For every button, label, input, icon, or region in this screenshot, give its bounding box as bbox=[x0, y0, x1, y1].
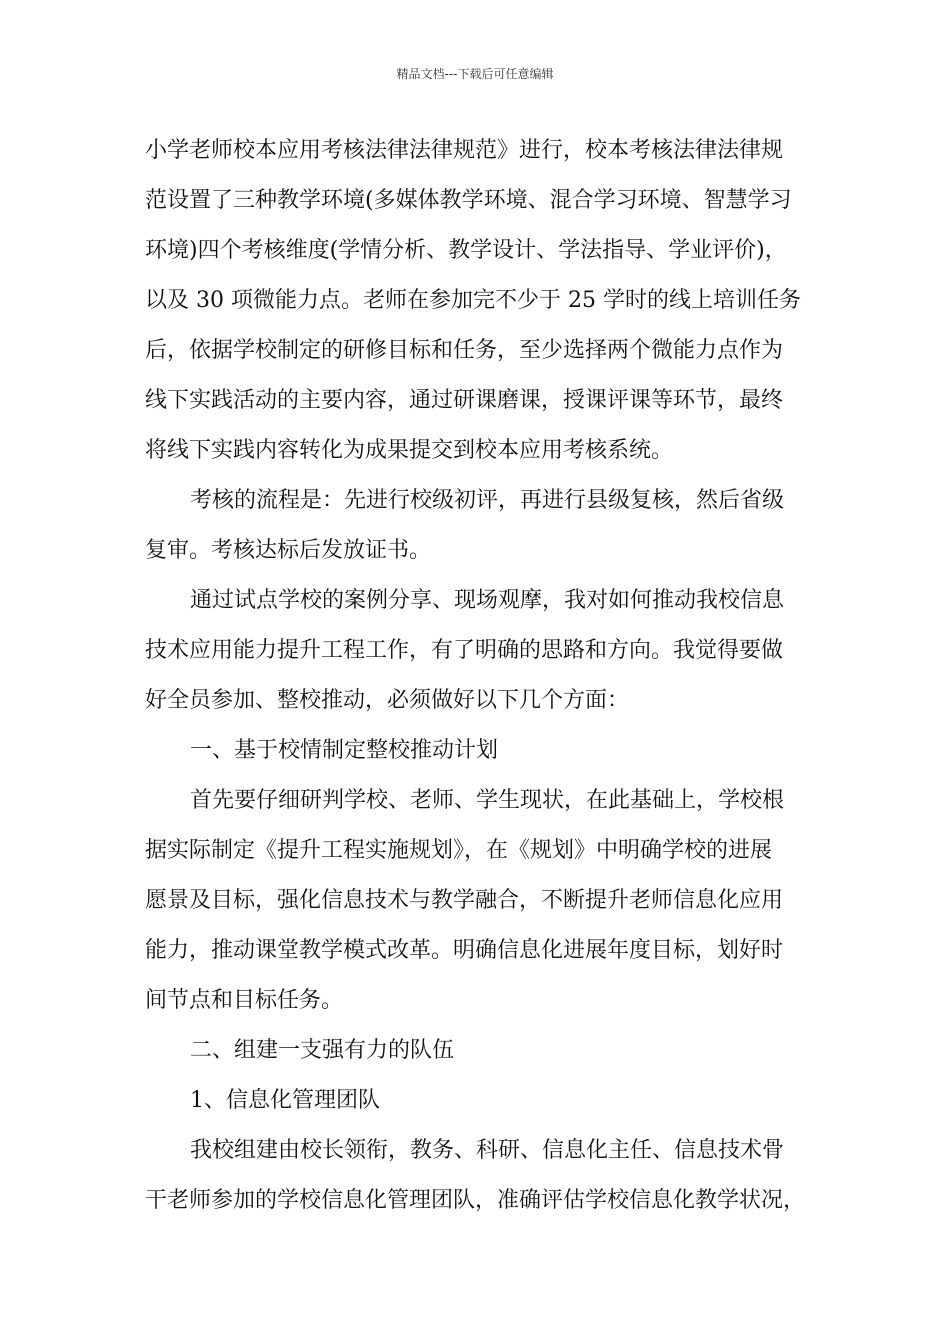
section-heading: 二、组建一支强有力的队伍 bbox=[190, 1038, 455, 1063]
section-heading: 一、基于校情制定整校推动计划 bbox=[190, 738, 499, 763]
page-header: 精品文档---下载后可任意编辑 bbox=[396, 67, 554, 81]
text-line: 环境)四个考核维度(学情分析、教学设计、学法指导、学业评价)， bbox=[145, 238, 787, 263]
paragraph-first-line: 我校组建由校长领衔，教务、科研、信息化主任、信息技术骨 bbox=[190, 1138, 785, 1163]
text-line: 技术应用能力提升工程工作，有了明确的思路和方向。我觉得要做 bbox=[145, 638, 784, 663]
paragraph-first-line: 首先要仔细研判学校、老师、学生现状，在此基础上，学校根 bbox=[190, 788, 785, 813]
text-line: 好全员参加、整校推动，必须做好以下几个方面： bbox=[145, 688, 630, 713]
paragraph-first-line: 考核的流程是：先进行校级初评，再进行县级复核，然后省级 bbox=[190, 488, 785, 513]
text-line: 间节点和目标任务。 bbox=[145, 988, 344, 1013]
text-line: 据实际制定《提升工程实施规划》，在《规划》中明确学校的进展 bbox=[145, 838, 773, 863]
text-line: 干老师参加的学校信息化管理团队，准确评估学校信息化教学状况， bbox=[145, 1188, 806, 1213]
subsection-heading: 1、信息化管理团队 bbox=[190, 1088, 380, 1113]
document-body bbox=[145, 126, 810, 1226]
text-line: 以及 30 项微能力点。老师在参加完不少于 25 学时的线上培训任务 bbox=[145, 288, 801, 313]
text-line: 线下实践活动的主要内容，通过研课磨课，授课评课等环节，最终 bbox=[145, 388, 784, 413]
text-line: 复审。考核达标后发放证书。 bbox=[145, 538, 432, 563]
text-line: 范设置了三种教学环境(多媒体教学环境、混合学习环境、智慧学习 bbox=[145, 188, 792, 213]
paragraph-first-line: 通过试点学校的案例分享、现场观摩，我对如何推动我校信息 bbox=[190, 588, 785, 613]
text-line: 小学老师校本应用考核法律法律规范》进行，校本考核法律法律规 bbox=[145, 138, 784, 163]
text-line: 将线下实践内容转化为成果提交到校本应用考核系统。 bbox=[145, 438, 674, 463]
text-line: 能力，推动课堂教学模式改革。明确信息化进展年度目标，划好时 bbox=[145, 938, 784, 963]
text-line: 后，依据学校制定的研修目标和任务，至少选择两个微能力点作为 bbox=[145, 338, 784, 363]
text-line: 愿景及目标，强化信息技术与教学融合，不断提升老师信息化应用 bbox=[145, 888, 784, 913]
